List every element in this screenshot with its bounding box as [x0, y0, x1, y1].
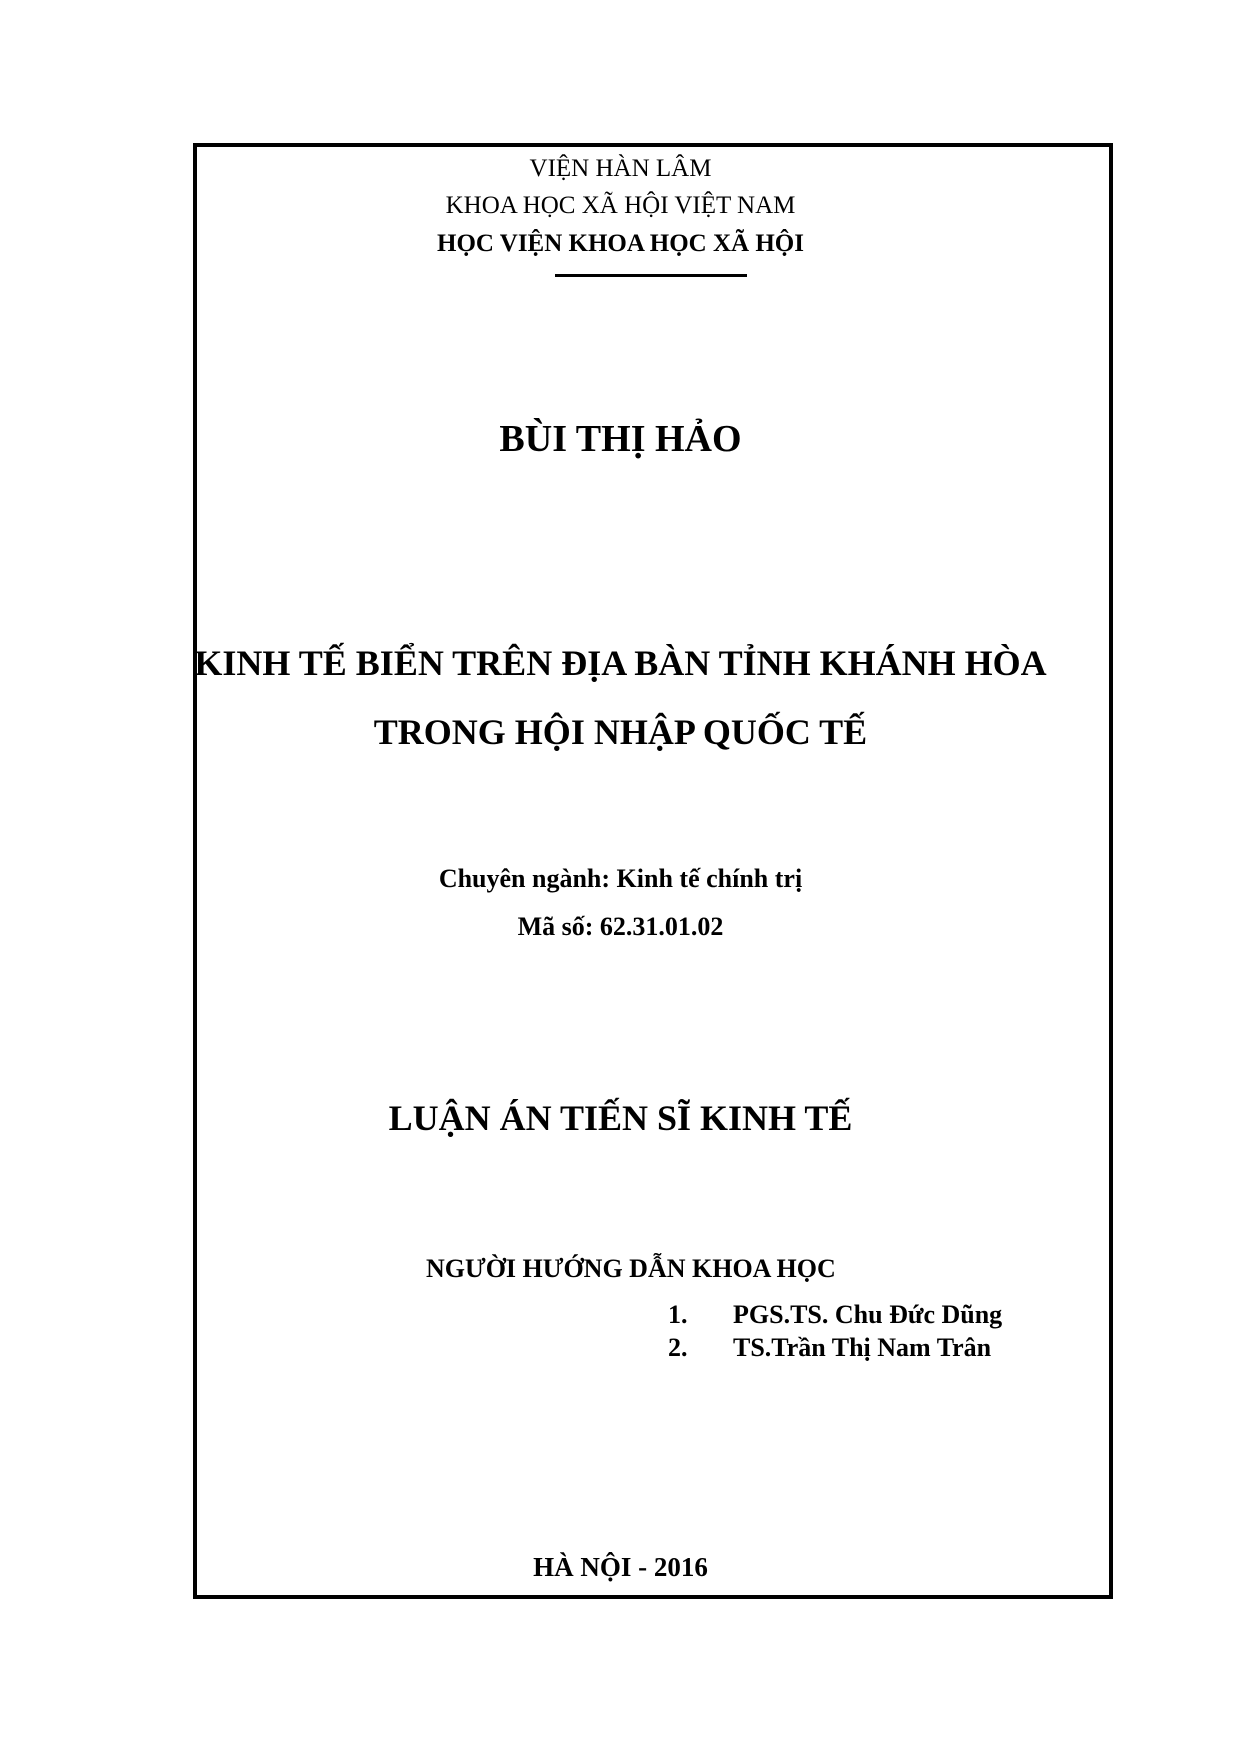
advisor-2-name: TS.Trần Thị Nam Trân [733, 1333, 992, 1362]
major-code: Mã số: 62.31.01.02 [517, 912, 724, 941]
header-divider [555, 274, 747, 277]
place-and-year: HÀ NỘI - 2016 [533, 1552, 708, 1582]
author-name: BÙI THỊ HẢO [499, 418, 742, 460]
advisor-2-number: 2. [668, 1333, 688, 1362]
major-label: Chuyên ngành: Kinh tế chính trị [438, 864, 803, 893]
institution-line-1: VIỆN HÀN LÂM [529, 155, 712, 182]
institution-line-2: KHOA HỌC XÃ HỘI VIỆT NAM [445, 192, 796, 219]
thesis-title-line-2: TRONG HỘI NHẬP QUỐC TẾ [373, 712, 868, 752]
advisor-1-number: 1. [668, 1300, 688, 1329]
advisors-heading: NGƯỜI HƯỚNG DẪN KHOA HỌC [426, 1254, 836, 1283]
degree-title: LUẬN ÁN TIẾN SĨ KINH TẾ [388, 1098, 853, 1138]
advisor-1-name: PGS.TS. Chu Đức Dũng [733, 1300, 1003, 1329]
thesis-title-line-1: KINH TẾ BIỂN TRÊN ĐỊA BÀN TỈNH KHÁNH HÒA [194, 643, 1047, 683]
institution-line-3: HỌC VIỆN KHOA HỌC XÃ HỘI [437, 230, 804, 257]
